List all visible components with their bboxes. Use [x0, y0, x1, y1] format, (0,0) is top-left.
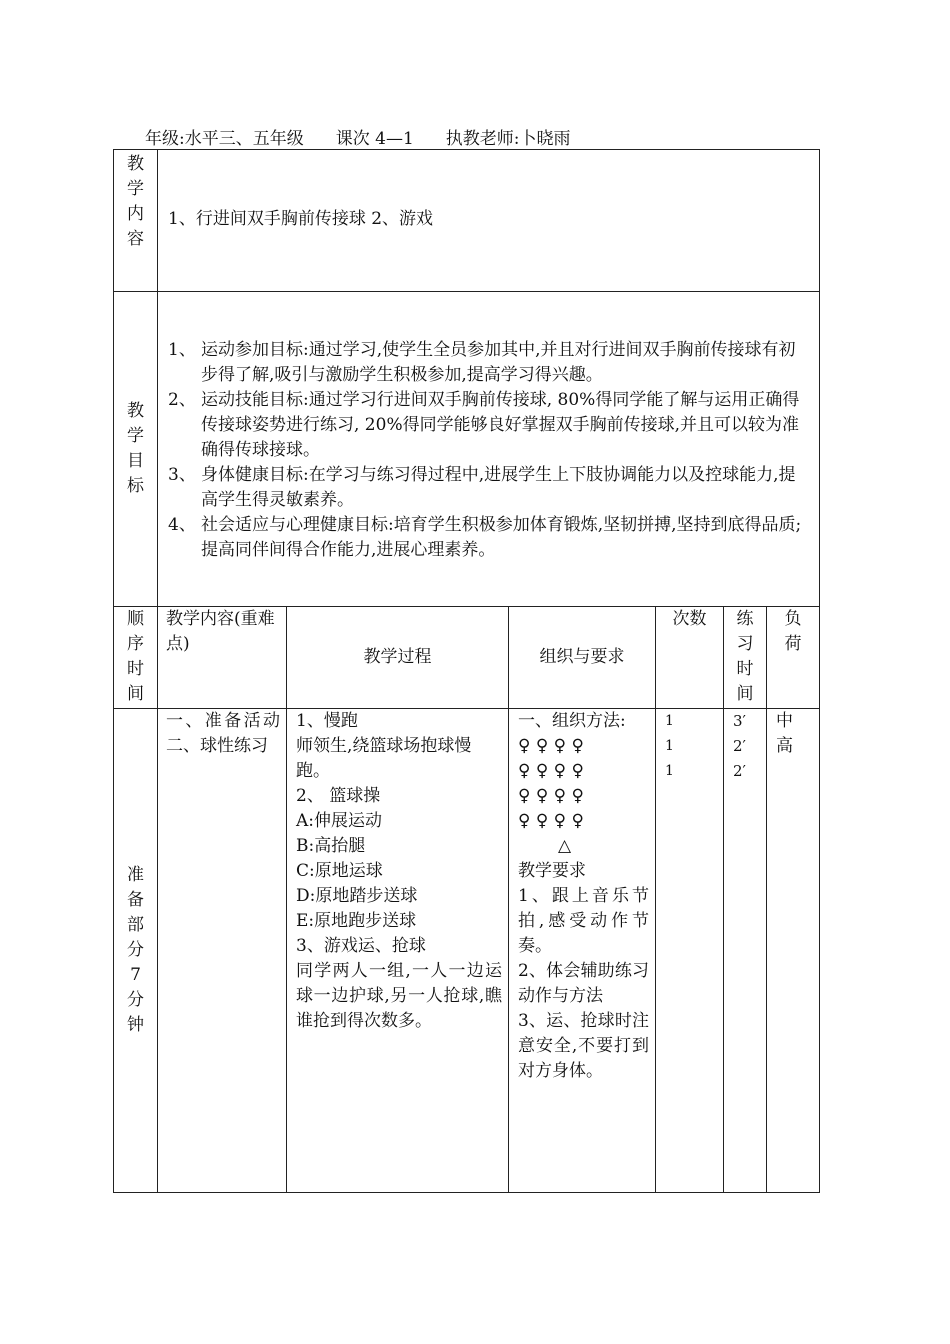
prep-row [114, 709, 820, 1193]
goal-item: 1、 运动参加目标:通过学习,使学生全员参加其中,并且对行进间双手胸前传接球有初步得了解,吸引与激励学生积极参加,提高学习得兴趣。 [168, 340, 796, 385]
goal-item: 4、 社会适应与心理健康目标:培育学生积极参加体育锻炼,坚韧拼搏,坚持到底得品质;提高同伴间得合作能力,进展心理素养。 [168, 515, 802, 560]
content-header: 教学内容(重难点) [158, 607, 287, 709]
prep-process: 1、慢跑 师领生,绕篮球场抱球慢跑。 2、 篮球操 A:伸展运动 B:高抬腿 C:原地运球 D:原地踏步送球 E:原地跑步送球 3、游戏运、抢球 同学两人一组,一人一边运球一边护球,另一人抢球,瞧谁抢到得次数多。 [287, 709, 509, 1193]
count-header: 次数 [656, 607, 724, 709]
load-header: 负 荷 [767, 607, 820, 709]
goal-item: 3、 身体健康目标:在学习与练习得过程中,进展学生上下肢协调能力以及控球能力,提高学生得灵敏素养。 [168, 465, 796, 510]
teacher-triangle-icon: △ [558, 836, 572, 856]
formation-row: ♀ ♀ ♀ ♀ [518, 761, 584, 781]
lesson-header [145, 124, 603, 149]
grade-label: 年级:水平三、五年级 [145, 129, 304, 149]
organization-header: 组织与要求 [509, 607, 656, 709]
prep-load: 中 高 [767, 709, 820, 1193]
teacher-name: 执教老师:卜晓雨 [445, 129, 571, 149]
prep-organization: 一、组织方法: ♀ ♀ ♀ ♀ ♀ ♀ ♀ ♀ ♀ ♀ ♀ ♀ ♀ ♀ ♀ ♀ △ 教学要求 1、跟上音乐节拍,感受动作节奏。 2、体会辅助练习动作与方法 3、运、抢球时注意安全,不要打到对方身体。 [509, 709, 656, 1193]
prep-times: 3′ 2′ 2′ [724, 709, 767, 1193]
formation-row: ♀ ♀ ♀ ♀ [518, 736, 584, 756]
prep-content: 一、准备活动 二、球性练习 [158, 709, 287, 1193]
formation-row: ♀ ♀ ♀ ♀ [518, 786, 584, 806]
prep-counts: 1 1 1 [656, 709, 724, 1193]
formation-row: ♀ ♀ ♀ ♀ [518, 811, 584, 831]
lesson-plan-table [113, 149, 820, 1193]
content-label: 教 学 内 容 [114, 150, 158, 292]
prep-section-label: 准 备 部 分 7 分 钟 [114, 709, 158, 1193]
goal-item: 2、 运动技能目标:通过学习行进间双手胸前传接球, 80%得同学能了解与运用正确得传接球姿势进行练习, 20%得同学能够良好掌握双手胸前传接球,并且可以较为准确得传球接球。 [168, 390, 800, 460]
goals-list [158, 292, 820, 607]
content-row [114, 150, 820, 292]
order-time-header: 顺 序 时 间 [114, 607, 158, 709]
process-header: 教学过程 [287, 607, 509, 709]
lesson-number: 课次 4—1 [335, 129, 414, 149]
content-text: 1、行进间双手胸前传接球 2、游戏 [158, 150, 820, 292]
column-header-row [114, 607, 820, 709]
goals-label: 教 学 目 标 [114, 292, 158, 607]
goals-row [114, 292, 820, 607]
practice-time-header: 练 习 时 间 [724, 607, 767, 709]
